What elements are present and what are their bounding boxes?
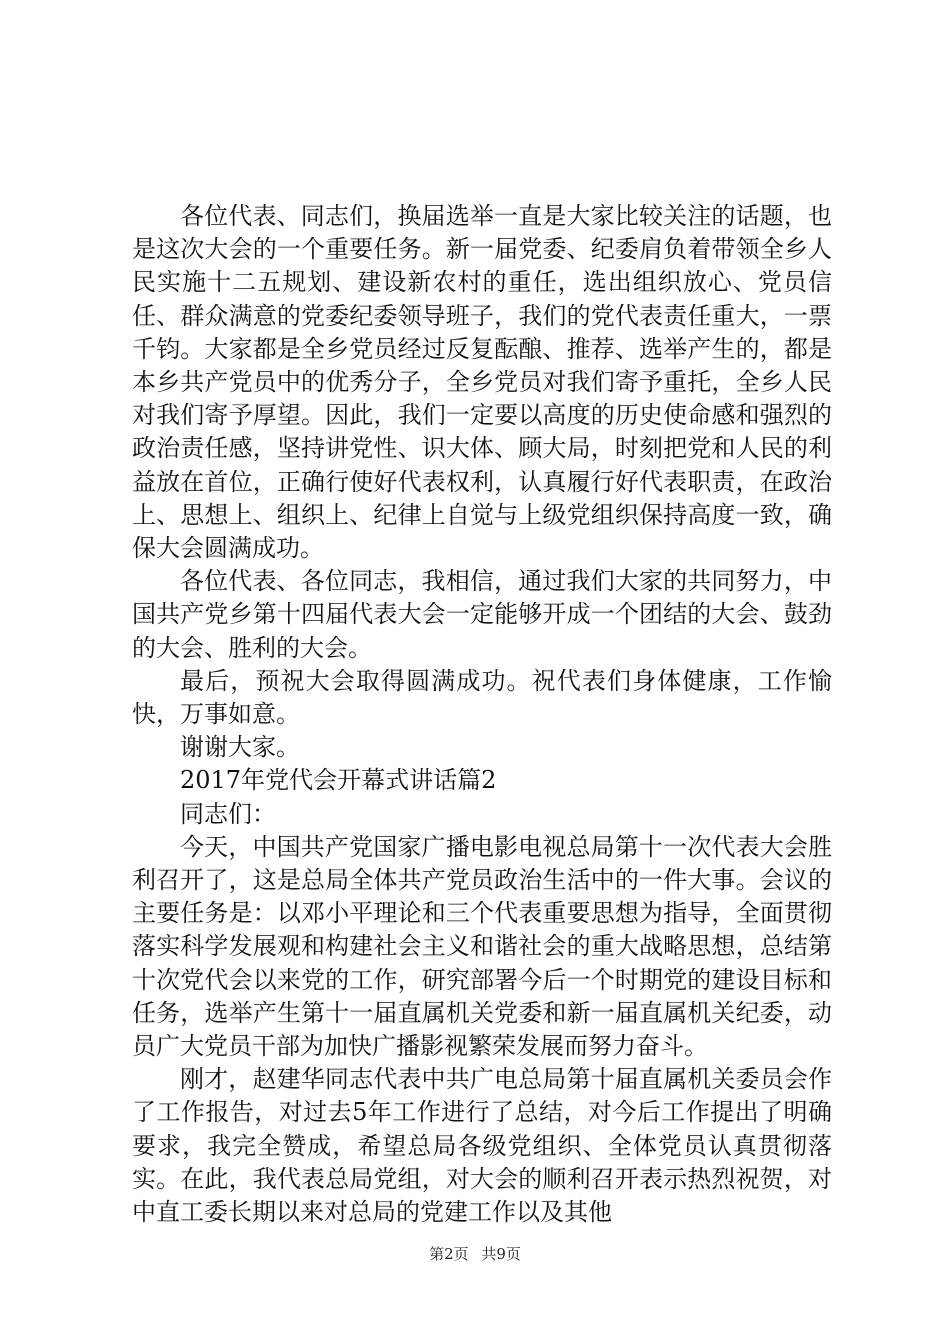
salutation: 同志们： <box>180 799 276 828</box>
paragraph-3: 最后，预祝大会取得圆满成功。祝代表们身体健康，工作愉快，万事如意。 <box>132 666 832 729</box>
paragraph-5: 今天，中国共产党国家广播电影电视总局第十一次代表大会胜利召开了，这是总局全体共产党员政治生活中的一件大事。会议的主要任务是：以邓小平理论和三个代表重要思想为指导，全面贯彻落实科学发展观和构建社会主义和谐社会的重大战略思想，总结第十次党代会以来党的工作，研究部署今后一个时期党的建设目标和任务，选举产生第十一届直属机关党委和新一届直属机关纪委，动员广大党员干部为加快广播影视繁荣发展而努力奋斗。 <box>132 832 832 1061</box>
section-heading: 2017年党代会开幕式讲话篇2 <box>180 766 497 795</box>
paragraph-2: 各位代表、各位同志，我相信，通过我们大家的共同努力，中国共产党乡第十四届代表大会一定能够开成一个团结的大会、鼓劲的大会、胜利的大会。 <box>132 567 832 662</box>
paragraph-6: 刚才，赵建华同志代表中共广电总局第十届直属机关委员会作了工作报告，对过去5年工作进行了总结，对今后工作提出了明确要求，我完全赞成，希望总局各级党组织、全体党员认真贯彻落实。在此，我代表总局党组，对大会的顺利召开表示热烈祝贺，对中直工委长期以来对总局的党建工作以及其他 <box>132 1065 832 1227</box>
page-number: 第2页 <box>429 1245 469 1263</box>
page-footer <box>0 1244 950 1264</box>
paragraph-1: 各位代表、同志们，换届选举一直是大家比较关注的话题，也是这次大会的一个重要任务。新一届党委、纪委肩负着带领全乡人民实施十二五规划、建设新农村的重任，选出组织放心、党员信任、群众满意的党委纪委领导班子，我们的党代表责任重大，一票千钧。大家都是全乡党员经过反复酝酿、推荐、选举产生的，都是本乡共产党员中的优秀分子，全乡党员对我们寄予重托，全乡人民对我们寄予厚望。因此，我们一定要以高度的历史使命感和强烈的政治责任感，坚持讲党性、识大体、顾大局，时刻把党和人民的利益放在首位，正确行使好代表权利，认真履行好代表职责，在政治上、思想上、组织上、纪律上自觉与上级党组织保持高度一致，确保大会圆满成功。 <box>132 202 832 563</box>
paragraph-4: 谢谢大家。 <box>180 733 300 762</box>
document-body <box>132 200 832 1229</box>
page-total: 共9页 <box>481 1245 521 1263</box>
